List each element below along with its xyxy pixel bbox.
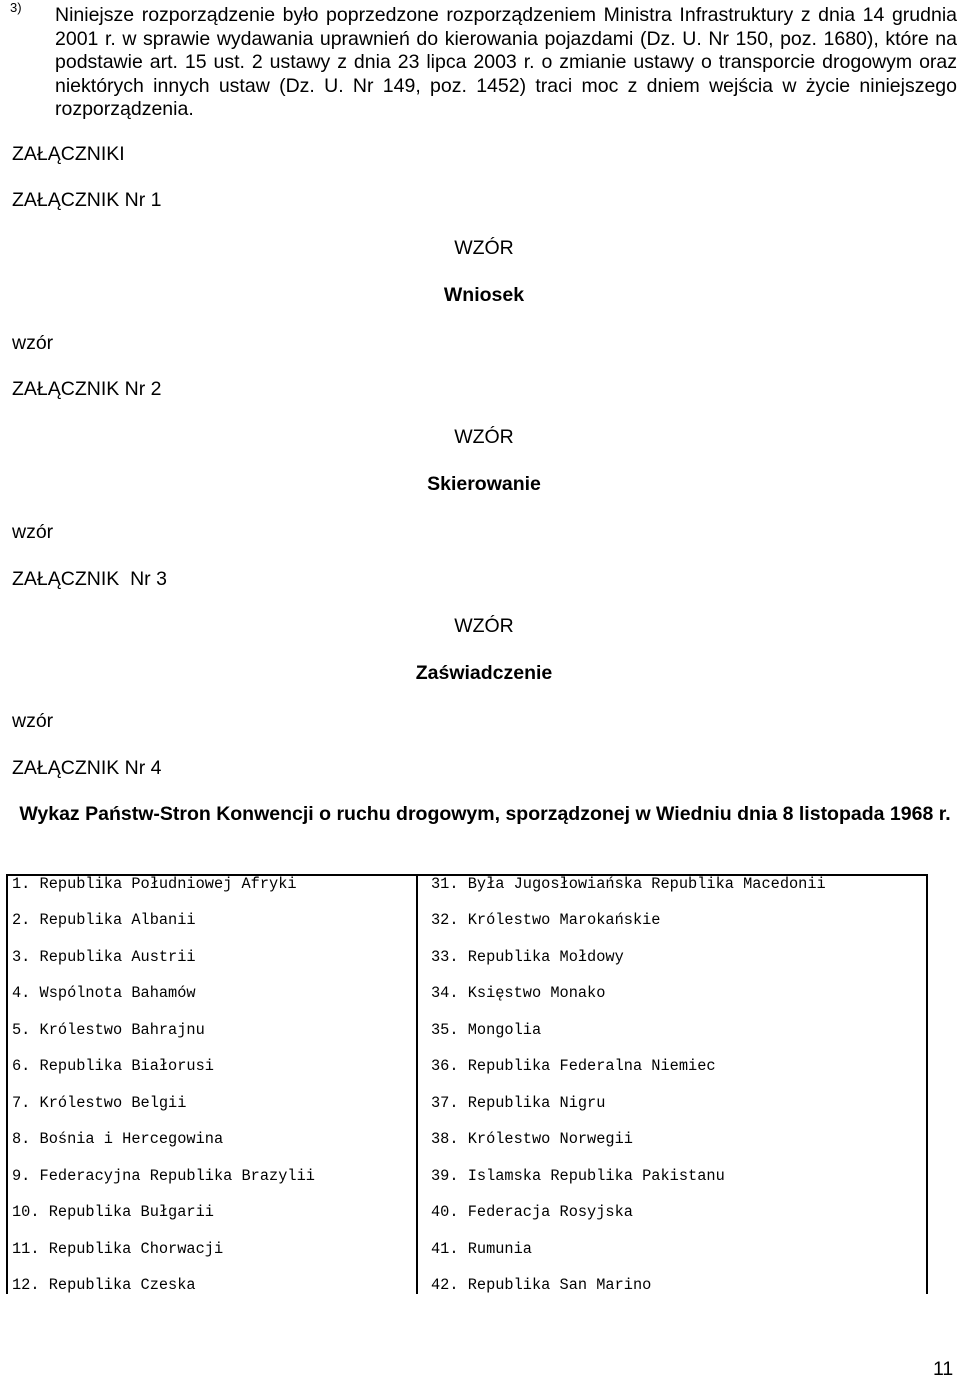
list-item: 8. Bośnia i Hercegowina: [12, 1130, 224, 1148]
list-item: 38. Królestwo Norwegii: [431, 1130, 633, 1148]
annex-2-template: WZÓR: [454, 426, 514, 448]
list-item: 12. Republika Czeska: [12, 1276, 196, 1294]
annex-4-heading: ZAŁĄCZNIK Nr 4: [12, 757, 162, 779]
list-item: 32. Królestwo Marokańskie: [431, 911, 661, 929]
annex-1-note: wzór: [12, 332, 54, 354]
table-border-right: [926, 874, 928, 1294]
list-item: 36. Republika Federalna Niemiec: [431, 1057, 716, 1075]
annex-2-title: Skierowanie: [427, 473, 541, 495]
list-item: 11. Republika Chorwacji: [12, 1240, 224, 1258]
list-item: 4. Wspólnota Bahamów: [12, 984, 196, 1002]
list-item: 33. Republika Mołdowy: [431, 948, 624, 966]
footnote-marker: 3): [10, 0, 22, 15]
list-item: 34. Księstwo Monako: [431, 984, 606, 1002]
list-item: 39. Islamska Republika Pakistanu: [431, 1167, 725, 1185]
list-item: 42. Republika San Marino: [431, 1276, 652, 1294]
annex-4-title: Wykaz Państw-Stron Konwencji o ruchu drogowym, sporządzonej w Wiedniu dnia 8 listopada 1968 r.: [19, 803, 951, 825]
annex-3-heading: ZAŁĄCZNIK Nr 3: [12, 568, 167, 590]
page-number: 11: [933, 1358, 954, 1380]
table-border-left: [6, 874, 8, 1294]
list-item: 3. Republika Austrii: [12, 948, 196, 966]
annex-3-note: wzór: [12, 710, 54, 732]
list-item: 37. Republika Nigru: [431, 1094, 606, 1112]
table-border-middle: [416, 874, 418, 1294]
list-item: 31. Była Jugosłowiańska Republika Macedonii: [431, 875, 826, 893]
footnote-text: Niniejsze rozporządzenie było poprzedzone rozporządzeniem Ministra Infrastruktury z dnia 14 grudnia 2001 r. w sprawie wydawania uprawnień do kierowania pojazdami (Dz. U. Nr 150, poz. 1680), które na podstawie art. 15 ust. 2 ustawy z dnia 23 lipca 2003 r. o zmianie ustawy o transporcie drogowym oraz niektórych innych ustaw (Dz. U. Nr 149, poz. 1452) traci moc z dniem wejścia w życie niniejszego rozporządzenia.: [55, 4, 957, 120]
annex-1-heading: ZAŁĄCZNIK Nr 1: [12, 189, 162, 211]
list-item: 6. Republika Białorusi: [12, 1057, 214, 1075]
list-item: 1. Republika Południowej Afryki: [12, 875, 297, 893]
countries-table: [6, 874, 928, 1294]
list-item: 7. Królestwo Belgii: [12, 1094, 187, 1112]
list-item: 2. Republika Albanii: [12, 911, 196, 929]
list-item: 40. Federacja Rosyjska: [431, 1203, 633, 1221]
list-item: 41. Rumunia: [431, 1240, 532, 1258]
list-item: 35. Mongolia: [431, 1021, 542, 1039]
list-item: 5. Królestwo Bahrajnu: [12, 1021, 205, 1039]
annex-2-note: wzór: [12, 521, 54, 543]
annex-3-template: WZÓR: [454, 615, 514, 637]
annex-1-title: Wniosek: [443, 284, 525, 306]
list-item: 9. Federacyjna Republika Brazylii: [12, 1167, 315, 1185]
annex-3-title: Zaświadczenie: [415, 662, 553, 684]
attachments-heading: ZAŁĄCZNIKI: [12, 143, 125, 165]
list-item: 10. Republika Bułgarii: [12, 1203, 214, 1221]
annex-1-template: WZÓR: [454, 237, 514, 259]
annex-2-heading: ZAŁĄCZNIK Nr 2: [12, 378, 162, 400]
